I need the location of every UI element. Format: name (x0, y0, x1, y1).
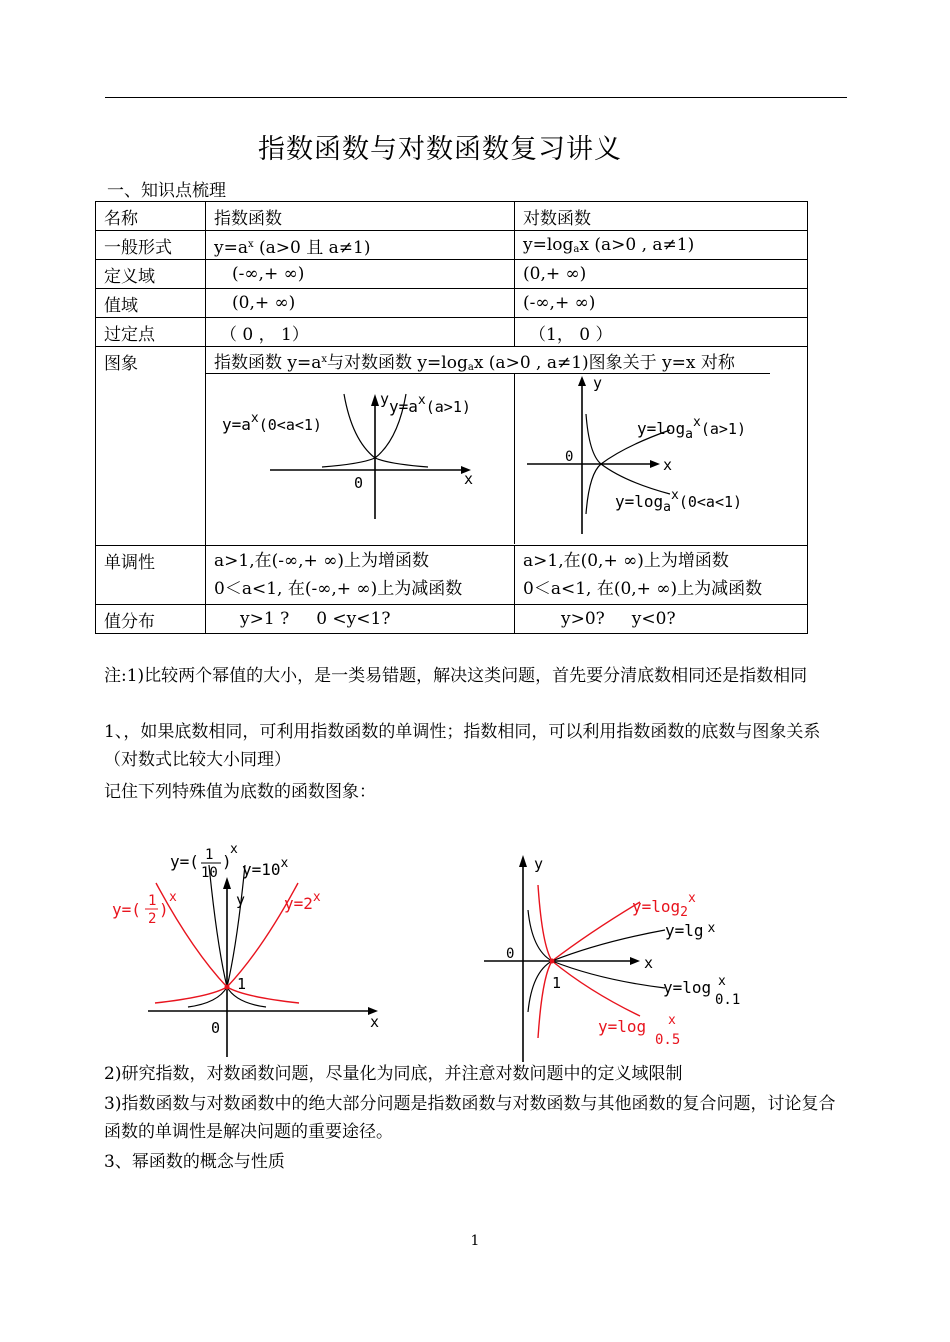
x-axis-label: x (370, 1013, 380, 1031)
note-1: 注:1)比较两个幂值的大小，是一类易错题，解决这类问题，首先要分清底数相同还是指数相同 (104, 666, 808, 686)
x-axis-label: x (644, 954, 654, 972)
table-cell: 定义域 (96, 260, 206, 289)
half-num: 1 (148, 893, 157, 909)
table-cell: $y=\log_ax$ (a>0 , a≠1) (515, 231, 808, 260)
exp-graph (206, 374, 514, 544)
table-cell: 指数函数 (206, 202, 515, 231)
table-cell: y>1 ? 0 <y<1? (206, 605, 515, 634)
tenth-close: ) (222, 852, 232, 871)
table-cell: 一般形式 (96, 231, 206, 260)
table-row (96, 605, 808, 634)
half-den: 2 (148, 911, 157, 927)
note-5: 3)指数函数与对数函数中的绝大部分问题是指数函数与对数函数与其他函数的复合问题，讨论复合函数的单调性是解决问题的重要途径。 (104, 1094, 836, 1142)
tenth-sup: x (230, 842, 238, 857)
exp-right-label: $y=a^x(a>1)$ (389, 393, 471, 416)
ten-label: $y=10^x$ (242, 856, 289, 879)
knowledge-table (95, 201, 808, 634)
table-cell: 值分布 (96, 605, 206, 634)
exp-left-label: $y=a^x(0<a<1)$ (222, 411, 322, 434)
header-rule (105, 97, 847, 98)
x-axis-label: x (464, 470, 474, 488)
table-cell: y>0? y<0? (515, 605, 808, 634)
table-cell: 对数函数 (515, 202, 808, 231)
table-cell: （1， 0 ） (515, 318, 808, 347)
log01-label: y=log (663, 978, 712, 997)
table-row (96, 318, 808, 347)
half-close: ) (159, 900, 169, 919)
y-axis-label: y (236, 891, 246, 909)
origin-label: 0 (211, 1019, 221, 1037)
half-sup: x (169, 890, 177, 905)
table-cell: (0,+ ∞) (206, 289, 515, 318)
note-6: 3、幂函数的概念与性质 (104, 1152, 285, 1172)
log01-sub: 0.1 (715, 992, 741, 1008)
log05-label: y=log (598, 1017, 647, 1036)
table-cell: (0,+ ∞) (515, 260, 808, 289)
log-bottom-label: $y=\log_a^x(0<a<1)$ (615, 488, 743, 515)
table-cell: 名称 (96, 202, 206, 231)
y-axis-label: y (380, 390, 390, 408)
log05-sub: 0.5 (655, 1032, 681, 1048)
table-row (96, 289, 808, 318)
origin-label: 0 (506, 946, 515, 962)
table-cell: 图象 (96, 347, 206, 546)
two-label: $y=2^x$ (284, 890, 321, 913)
table-cell: （ 0 ， 1） (206, 318, 515, 347)
log-special-graph (480, 850, 760, 1065)
note-3: 记住下列特殊值为底数的函数图象： (104, 782, 376, 802)
graph-caption: 指数函数 $y=a^x$与对数函数 $y=\log_ax$ (a>0 , a≠1)图象关于 y=x 对称 (206, 347, 770, 374)
exp-special-graph (100, 825, 400, 1060)
origin-label: 0 (354, 474, 364, 492)
table-cell: 过定点 (96, 318, 206, 347)
tenth-num: 1 (205, 847, 214, 863)
tenth-den: 10 (201, 865, 218, 881)
page-title: 指数函数与对数函数复习讲义 (258, 134, 622, 165)
graph-cell (206, 347, 808, 546)
origin-label: 0 (565, 449, 574, 465)
half-label: y=( (112, 900, 141, 919)
log2-label: $y=\log_2^x$ (632, 891, 696, 920)
tenth-label: y=( (170, 852, 199, 871)
x-axis-label: x (663, 456, 673, 474)
log01-sup: x (718, 974, 726, 989)
table-cell: 值域 (96, 289, 206, 318)
y-axis-label: y (534, 855, 544, 873)
y-axis-label: y (593, 374, 603, 392)
table-cell: a>1,在(0,+ ∞)上为增函数 0＜a<1, 在(0,+ ∞)上为减函数 (515, 546, 808, 605)
table-row (96, 202, 808, 231)
note-2: 1、，如果底数相同，可利用指数函数的单调性；指数相同，可以利用指数函数的底数与图象关系（对数式比较大小同理） (104, 722, 821, 770)
note-4: 2)研究指数，对数函数问题，尽量化为同底，并注意对数问题中的定义域限制 (104, 1064, 683, 1084)
log-graph (515, 374, 807, 544)
table-cell: (-∞,+ ∞) (206, 260, 515, 289)
table-cell: a>1,在(-∞,+ ∞)上为增函数 0＜a<1, 在(-∞,+ ∞)上为减函数 (206, 546, 515, 605)
exp-graph-panel (206, 374, 515, 544)
table-row (96, 260, 808, 289)
table-cell: 单调性 (96, 546, 206, 605)
log-graph-panel (515, 374, 807, 544)
table-row (96, 347, 808, 546)
table-cell: (-∞,+ ∞) (515, 289, 808, 318)
one-label: 1 (552, 974, 562, 992)
log05-sup: x (668, 1013, 676, 1028)
table-cell: $y=a^x$ (a>0 且 a≠1) (206, 231, 515, 260)
page-number: 1 (470, 1233, 480, 1249)
log-top-label: $y=\log_a^x(a>1)$ (637, 415, 746, 442)
table-row (96, 546, 808, 605)
one-label: 1 (237, 975, 247, 993)
section-heading: 一、知识点梳理 (107, 181, 226, 201)
table-row (96, 231, 808, 260)
lg-label: y=lg $^x$ (665, 921, 716, 940)
